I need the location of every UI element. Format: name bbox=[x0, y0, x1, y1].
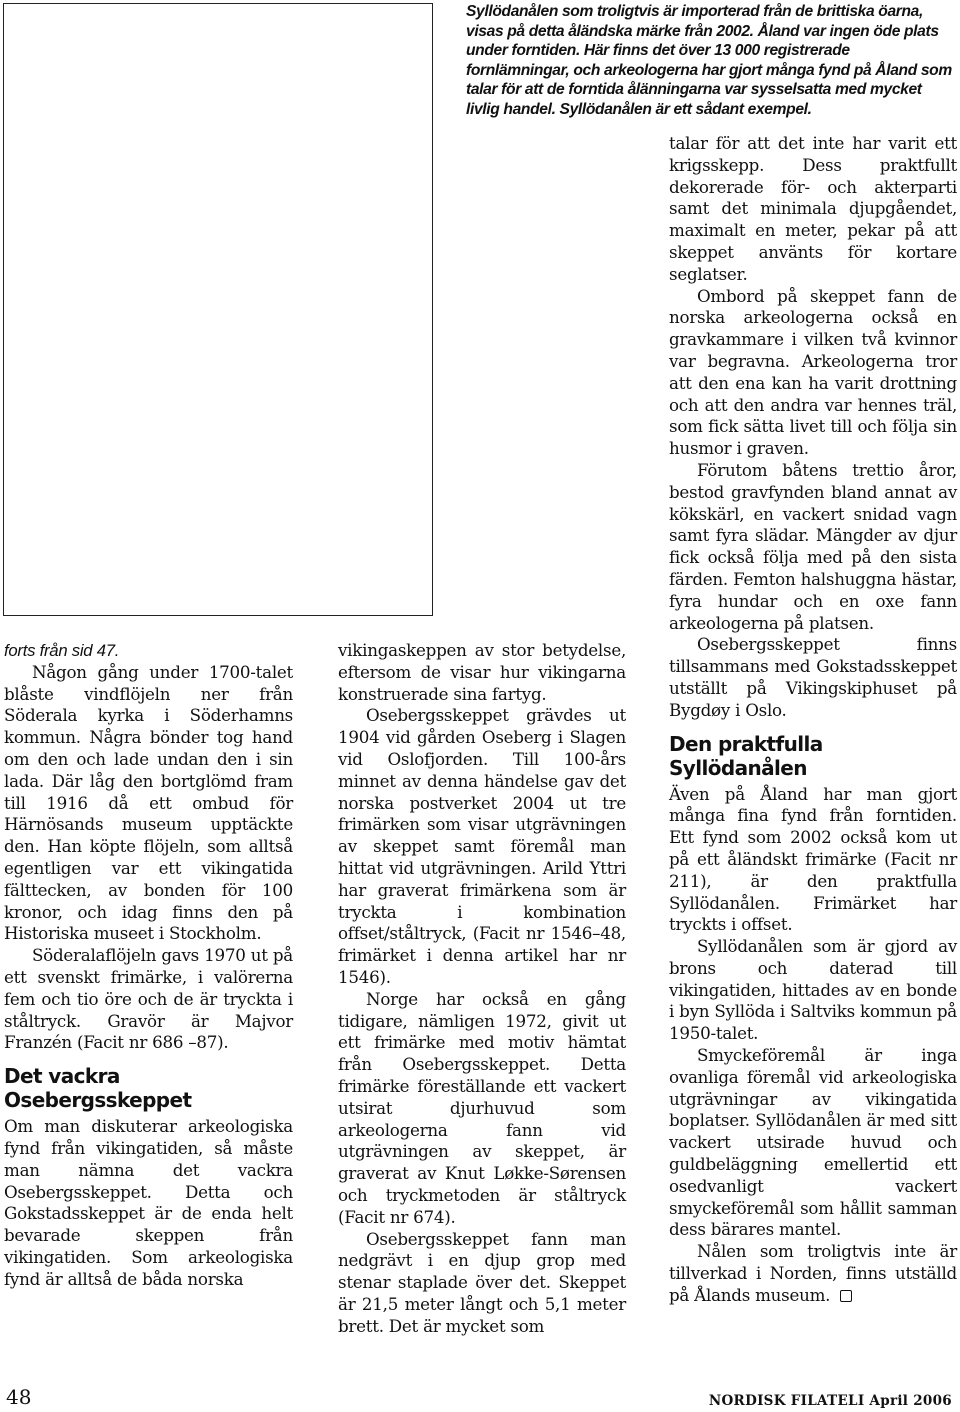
paragraph: Syllödanålen som är gjord av brons och daterad till vikingatiden, hittades av en bonde i byn Syllöda i Saltviks kommun på 1950-talet. bbox=[669, 936, 957, 1044]
continued-note: forts från sid 47. bbox=[4, 641, 120, 660]
paragraph: Ombord på skeppet fann de norska arkeologerna också en gravkammare i vilken två kvinnor var begravna. Arkeologerna tror att den ena kan ha varit drottning och att den andra var hennes träl, som fick sätta livet till och följa sin husmor i graven. bbox=[669, 285, 957, 459]
paragraph: Någon gång under 1700-talet blåste vindflöjeln ner från Söderala kyrka i Söderhamns kommun. Några bönder tog hand om den och lade undan den i sin lada. Där låg den bortglömd fram till 1916 då ett ombud för Härnösands museum upptäckte den. Han köpte flöjeln, som alltså egentligen var ett vikingatida fälttecken, av bonden för 100 kronor, och idag finns den på Historiska museet i Stockholm. bbox=[4, 661, 293, 944]
paragraph-text: Nålen som troligtvis inte är tillverkad i Norden, finns utställd på Ålands museum. bbox=[669, 1241, 957, 1305]
end-of-article-icon bbox=[840, 1290, 852, 1302]
paragraph: Även på Åland har man gjort många fina fynd från forntiden. Ett fynd som 2002 också kom ut på ett åländskt frimärke (Facit nr 211), är den praktfulla Syllödanålen. Frimärket har tryckts i offset. bbox=[669, 783, 957, 935]
column-3 bbox=[669, 133, 957, 1307]
section-heading: Den praktfulla Syllödanålen bbox=[669, 731, 823, 780]
page-number: 48 bbox=[6, 1385, 32, 1409]
paragraph: Osebergsskeppet finns tillsammans med Gokstadsskeppet utställt på Vikingskiphuset på Bygdøy i Oslo. bbox=[669, 634, 957, 720]
column-2 bbox=[338, 640, 626, 1338]
magazine-footer: NORDISK FILATELI April 2006 bbox=[708, 1393, 952, 1409]
paragraph: Osebergsskeppet fann man nedgrävt i en djup grop med stenar staplade över det. Skeppet är 21,5 meter långt och 5,1 meter brett. Det är mycket som bbox=[338, 1228, 626, 1336]
paragraph: talar för att det inte har varit ett krigsskepp. Dess praktfullt dekorerade för- och akterparti samt det minimala djupgåendet, maximalt en meter, pekar på att skeppet använts för kortare seglatser. bbox=[669, 133, 957, 284]
paragraph: Söderalaflöjeln gavs 1970 ut på ett svenskt frimärke, i valörerna fem och tio öre och de är tryckta i ståltryck. Gravör är Majvor Franzén (Facit nr 686 –87). bbox=[4, 945, 293, 1053]
image-caption: Syllödanålen som troligtvis är importerad från de brittiska öarna, visas på detta åländska märke från 2002. Åland var ingen öde plats under forntiden. Här finns det över 13 000 registrerade fornlämningar, och arkeologerna har gjort många fynd på Åland som talar för att de forntida ålänningarna var sysselsatta med mycket livlig handel. Syllödanålen är ett sådant exempel. bbox=[466, 3, 952, 118]
paragraph: Om man diskuterar arkeologiska fynd från vikingatiden, så måste man nämna det vackra Osebergsskeppet. Detta och Gokstadsskeppet är de enda helt bevarade skeppen från vikingatiden. Som arkeologiska fynd är alltså de båda norska bbox=[4, 1116, 293, 1289]
column-1 bbox=[4, 640, 293, 1291]
paragraph: Smyckeföremål är inga ovanliga föremål vid arkeologiska utgrävningar av vikingatida boplatser. Syllödanålen är med sitt vackert utsirade huvud och guldbeläggning emellertid ett osedvanligt vackert smyckeföremål som hållit samman dess bärares mantel. bbox=[669, 1045, 957, 1240]
stamp-image-placeholder bbox=[3, 3, 433, 616]
last-paragraph bbox=[669, 1241, 957, 1306]
paragraph: vikingaskeppen av stor betydelse, eftersom de visar hur vikingarna konstruerade sina fartyg. bbox=[338, 640, 626, 704]
paragraph: Förutom båtens trettio åror, bestod gravfynden bland annat av kökskärl, en vackert snidad vagn samt fyra slädar. Mängder av djur fick också följa med på den sista färden. Femton halshuggna hästar, fyra hundar och en oxe fann arkeologerna på platsen. bbox=[669, 459, 957, 633]
paragraph: Osebergsskeppet grävdes ut 1904 vid gården Oseberg i Slagen vid Oslofjorden. Till 100-års minnet av denna händelse gav det norska postverket 2004 ut tre frimärken som visar utgrävningen av skeppet samt föremål man hittat vid utgrävningen. Arild Yttri har graverat frimärkena som är tryckta i kombination offset/ståltryck, (Facit nr 1546–48, frimärket i denna artikel har nr 1546). bbox=[338, 705, 626, 987]
paragraph: Norge har också en gång tidigare, nämligen 1972, givit ut ett frimärke med motiv hämtat från Osebergsskeppet. Detta frimärke föreställande ett vackert utsirat djurhuvud som arkeologerna fann vid utgrävningen av skeppet, är graverat av Knut Løkke-Sørensen och tryckmetoden är ståltryck (Facit nr 674). bbox=[338, 988, 626, 1227]
section-heading: Det vackra Osebergsskeppet bbox=[4, 1064, 192, 1113]
